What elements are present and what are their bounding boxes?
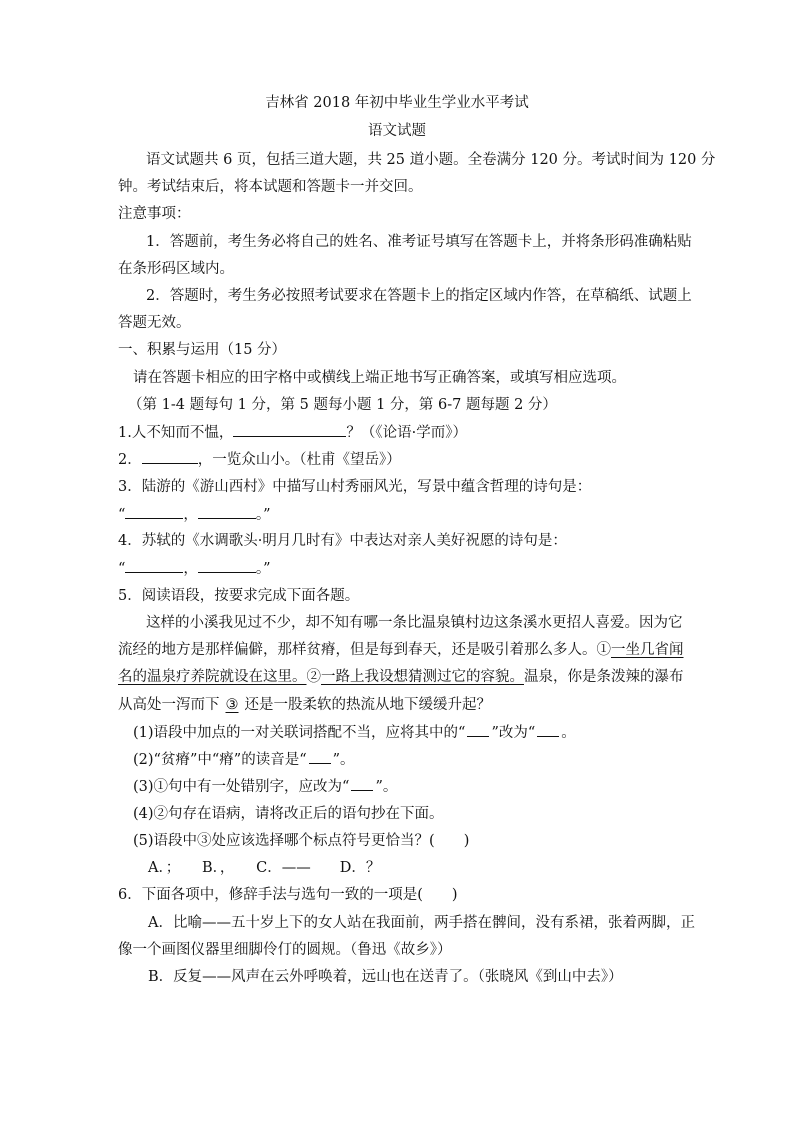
q5-subquestion-2 [133,749,693,770]
exam-subtitle: 语文试题 [368,123,426,139]
intro-line-2: 钟。考试结束后，将本试题和答题卡一并交回。 [118,179,423,195]
q5-passage-line-3-tail: 温泉，你是条泼辣的瀑布 [524,669,684,685]
notes-heading: 注意事项： [118,206,191,222]
q5-passage-line-4-before: 从高处一泻而下 [118,697,220,713]
q3-answer-blank-1[interactable] [125,504,183,519]
q5-sub2-blank[interactable] [309,749,331,764]
section-1-scoring: （第 1-4 题每句 1 分，第 5 题每小题 1 分，第 6-7 题每题 2 分） [128,397,557,413]
q5-sub1-text-before: (1)语段中加点的一对关联词搭配不当，应将其中的“ [133,725,466,741]
q5-sub1-blank-2[interactable] [537,722,559,737]
q4-open-quote: “ [118,561,126,577]
q4-close-quote: 。” [255,561,271,577]
q4-comma: ， [183,561,198,577]
q5-passage-line-3 [118,667,684,687]
q5-sub2-text-before: (2)“贫瘠”中“瘠”的读音是“ [133,752,307,768]
q4-answer-blank-1[interactable] [125,558,183,573]
note-2-line-1: 2．答题时，考生务必按照考试要求在答题卡上的指定区域内作答，在草稿纸、试题上 [146,288,692,304]
question-4-answer [118,558,678,579]
q5-sentence-2-underlined: 一路上我设想猜测过它的容貌。 [321,669,524,685]
q3-answer-blank-2[interactable] [198,504,256,519]
note-1-line-1: 1．答题前，考生务必将自己的姓名、准考证号填写在答题卡上，并将条形码准确粘贴 [146,234,692,250]
q4-answer-blank-2[interactable] [198,558,256,573]
question-3-prompt: 3．陆游的《游山西村》中描写山村秀丽风光，写景中蕴含哲理的诗句是： [118,479,592,495]
intro-line-1: 语文试题共 6 页，包括三道大题，共 25 道小题。全卷满分 120 分。考试时间为 120 分 [146,152,716,168]
q5-options: A．； B．， C．—— D．？ [148,860,381,876]
q5-sentence-1-underlined: 名的温泉疗养院就设在这里。 [118,669,307,685]
q5-sub3-blank[interactable] [351,776,373,791]
question-5-prompt: 5．阅读语段，按要求完成下面各题。 [118,588,360,604]
q3-comma: ， [183,507,198,523]
q1-text-before: 1.人不知而不愠， [118,425,234,441]
q6-option-b: B．反复——风声在云外呼唤着，远山也在送青了。（张晓风《到山中去》） [148,969,623,985]
note-2-line-2: 答题无效。 [118,315,191,331]
q5-passage-line-1: 这样的小溪我见过不少，却不知有哪一条比温泉镇村边这条溪水更招人喜爱。因为它 [146,615,683,631]
q5-sub1-blank-1[interactable] [467,722,489,737]
question-2 [118,449,678,470]
q5-passage-line-2 [118,640,684,660]
exam-title: 吉林省 2018 年初中毕业生学业水平考试 [265,95,529,111]
q5-sub3-text-after: ”。 [375,779,398,795]
q5-passage-line-4-after: 还是一股柔软的热流从地下缓缓升起？ [244,697,491,713]
q1-text-after: ？（《论语·学而》） [346,425,467,441]
q5-sentence-2-marker: ② [306,669,321,685]
q5-sub2-text-after: ”。 [332,752,355,768]
q5-subquestion-4: (4)②句存在语病，请将改正后的语句抄在下面。 [133,806,444,822]
q5-passage-line-4 [118,695,678,715]
section-1-instruction: 请在答题卡相应的田字格中或横线上端正地书写正确答案，或填写相应选项。 [133,370,626,386]
question-6-prompt: 6．下面各项中，修辞手法与选句一致的一项是( ) [118,887,458,903]
q5-passage-line-2-text: 流经的地方是那样偏僻，那样贫瘠，但是每到春天，还是吸引着那么多人。① [118,642,611,658]
question-4-prompt: 4．苏轼的《水调歌头·明月几时有》中表达对亲人美好祝愿的诗句是： [118,533,567,549]
q6-option-a-line-2: 像一个画图仪器里细脚伶仃的圆规。（鲁迅《故乡》） [118,942,452,958]
q3-close-quote: 。” [255,507,271,523]
question-1 [118,422,678,443]
q1-answer-blank[interactable] [233,422,346,437]
q5-sub3-text-before: (3)①句中有一处错别字，应改为“ [133,779,350,795]
q5-sub1-text-after: 。 [561,725,576,741]
q5-subquestion-1 [133,722,693,743]
q2-answer-blank[interactable] [142,449,198,464]
note-1-line-2: 在条形码区域内。 [118,261,234,277]
q5-blank-marker-3: ③ [225,697,239,713]
q6-option-a-line-1: A．比喻——五十岁上下的女人站在我面前，两手搭在髀间，没有系裙，张着两脚，正 [148,915,695,931]
q2-number: 2． [118,452,142,468]
q5-passage-line-2-underlined: 一坐几省闻 [611,642,684,658]
q5-sub1-text-mid: ”改为“ [491,725,536,741]
question-3-answer [118,504,678,525]
q5-subquestion-5: (5)语段中③处应该选择哪个标点符号更恰当？( ) [133,833,470,849]
q5-subquestion-3 [133,776,693,797]
q3-open-quote: “ [118,507,126,523]
section-1-heading: 一、积累与运用（15 分） [118,342,287,358]
q2-text-after: ，一览众山小。（杜甫《望岳》） [197,452,401,468]
